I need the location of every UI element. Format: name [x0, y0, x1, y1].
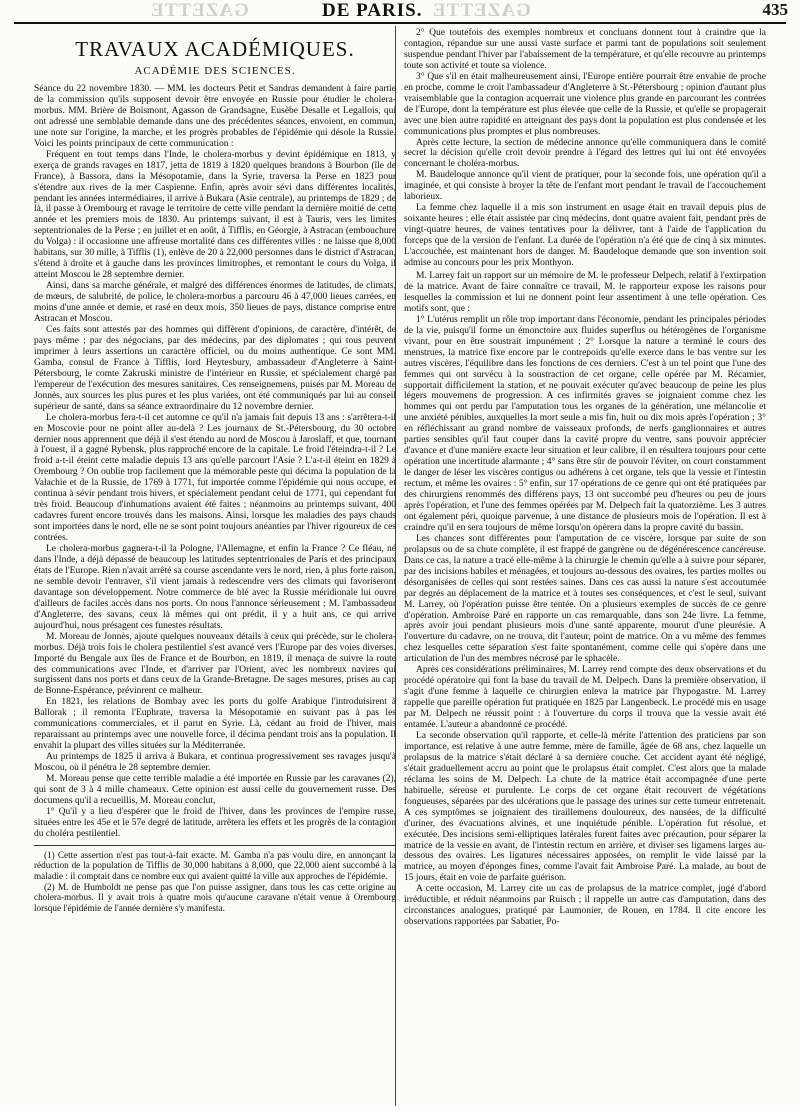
section-subtitle: ACADÉMIE DES SCIENCES. [134, 65, 296, 77]
page-number: 435 [762, 0, 788, 19]
page-header [0, 0, 800, 22]
show-through-text-right: GAZETTE [432, 0, 531, 21]
article-paragraph: 2° Que toutefois des exemples nombreux et concluans donnent tout à craindre que la contagion, répandue sur une aussi vaste surface et parmi tant de populations soit seulement suspendue pendant l'hiver par l'abaissement de la température, et qu'elle recouvre au printemps toute son activité et toute sa violence. [404, 28, 766, 71]
footnote-rule [34, 845, 396, 846]
footnote: (1) Cette assertion n'est pas tout-à-fait exacte. M. Gamba n'a pas voulu dire, en annonçant la réduction de la population de Tifflis de 30,000 habitans à 8,000, que 22,000 aient succombé à la maladie : il comptait dans ce nombre eux qui avaient quitté la ville aux approches de l'épidémie. [34, 849, 396, 881]
article-paragraph: Fréquent en tout temps dans l'Inde, le cholera-morbus y devint épidémique en 1813, y exerça de grands ravages en 1817, jetta de 1819 à 1820 quelques brandons à Bourbon (île de France), à Bassora, dans la Mésopotamie, dans la Syrie, traversa la Perse en 1823 pour s'étendre aux rives de la mer Caspienne. Enfin, après avoir sévi dans différentes localités, pendant les années intermédiaires, il arrive à Bukara (Asie centrale), au printemps de 1829 ; de là, il passe à Orembourg et ravage le territoire de cette ville pendant la dernière moitié de cette année et les premiers mois de 1830. Au printemps suivant, il est à Tauris, vers les limites septentrionales de la Perse ; en juillet et en août, à Tifflis, en Géorgie, à Astracan (embouchure du Volga) : il occasionne une affreuse mortalité dans ces différentes villes : ne laisse que 8,000 habitans, sur 30 mille, à Tifflis (1), enlève de 20 à 22,000 personnes dans le district d'Astracan, s'étend à droite et à gauche dans les provinces limitrophes, et remontant le cours du Volga, il atteint Moscou le 28 septembre dernier. [34, 149, 396, 281]
left-column [34, 28, 396, 1098]
masthead: DE PARIS. [322, 0, 423, 21]
article-paragraph: 3° Que s'il en était malheureusement ainsi, l'Europe entière pourrait être envahie de proche en proche, comme le croit l'ambassadeur d'Angleterre à St.-Pétersbourg ; opinion d'autant plus vraisemblable que la contagion acquerrait une violence plus grande en parcourant les contrées de l'Europe, dont la température est plus élevée que celle de la Russie, et qu'elle se propagerait avec une bien autre rapidité en atteignant des pays dont la population est plus condensée et les communications plus promptes et plus nombreuses. [404, 71, 766, 137]
article-paragraph: M. Baudeloque annonce qu'il vient de pratiquer, pour la seconde fois, une opération qu'il a imaginée, et qui consiste à broyer la tête de l'enfant mort pendant le travail de l'accouchement laborieux. [404, 170, 766, 203]
article-paragraph: La femme chez laquelle il a mis son instrument en usage était en travail depuis plus de soixante heures ; elle était assistée par cinq médecins, dont quatre avaient fait, pendant près de vingt-quatre heures, de vaines tentatives pour la délivrer, tant à l'aide de l'application du forceps que de la version de l'enfant. La durée de l'opération n'a été que de cinq à six minutes. L'accouchée, est maintenant hors de danger. M. Baudeloque demande que son invention soit admise au concours pour les prix Monthyon. [404, 203, 766, 269]
article-paragraph: M. Larrey fait un rapport sur un mémoire de M. le professeur Delpech, relatif à l'extirpation de la matrice. Avant de faire connaître ce travail, M. le rapporteur expose les raisons pour lesquelles la commission et lui ne donnent point leur assentiment à une telle opération. Ces motifs sont, que : [404, 270, 766, 314]
article-paragraph: La seconde observation qu'il rapporte, et celle-là mérite l'attention des praticiens par son importance, est relative à une autre femme, mère de famille, âgée de 68 ans, chez laquelle un prolapsus de la matrice s'était déclaré à sa dernière couche. Cet accident ayant été négligé, s'était graduellement accru au point que le prolapsus était complet. C'est alors que la malade réclama les soins de M. Delpech. La chute de la matrice était accompagnée d'une perte habituelle, séreuse et purulente. Le corps de cet organe était recouvert de végétations fongueuses, séparées par des ulcérations que le passage des urines sur cette tumeur entretenait. A ces symptômes se joignaient des tiraillemens douloureux, des nausées, de la difficulté d'uriner, des évacuations alvines, et une inquiétude pénible. L'opération fut résolue, et exécutée. Des incisions semi-elliptiques latérales furent faites avec précaution, pour séparer la matrice de la vessie en avant, de l'intestin rectum en arrière, et diviser ses ligamens larges au-dessous des ovaires. Les ligatures nécessaires apposées, on remplit le vide laissé par la matrice, au moyen d'éponges fines, comme l'avait fait Ambroise Paré. La malade, au bout de 15 jours, était en voie de parfaite guérison. [404, 731, 766, 884]
article-paragraph: Ainsi, dans sa marche générale, et malgré des différences énormes de latitudes, de climats, de mœurs, de salubrité, de police, le cholera-morbus a parcouru 46 à 47,000 lieues carrées, en moins d'une année et demie, et rasé en deux mois, 350 lieues de pays, distance comprise entre Astracan et Moscou. [34, 281, 396, 325]
article-paragraph: M. Moreau de Jonnès, ajoute quelques nouveaux détails à ceux qui précède, sur le cholera-morbus. Déjà trois fois le cholera pestilentiel s'est avancé vers l'Europe par des voies diverses. Importé du Bengale aux îles de France et de Bourbon, en 1819, il menaça de suivre la route des communications avec l'Inde, et d'arriver par l'Orient, avec les nombreux navires qui surgissent dans nos ports et dans ceux de la Grande-Bretagne. De sages mesures, prises au cap de Bonne-Espérance, prévinrent ce malheur. [34, 631, 396, 697]
header-rule [14, 22, 786, 24]
right-column [404, 28, 766, 1104]
article-paragraph: Après ces considérations préliminaires, M. Larrey rend compte des deux observations et du procédé opératoire qui font la base du travail de M. Delpech. Dans la première observation, il s'agit d'une femme à laquelle ce chirurgien enleva la matrice par l'hypogastre. M. Larrey rappelle que pareille opération fut pratiquée en 1825 par Langenbeck. Le procédé mis en usage par M. Delpech ne réussit point : à l'ouverture du corps il trouva que la vessie avait été entamée. L'auteur a abandonné ce procédé. [404, 665, 766, 731]
article-paragraph: 1° Qu'il y a lieu d'espérer que le froid de l'hiver, dans les provinces de l'empire russe, situées entre les 45e et le 57e degré de latitude, arrêtera les effets et les progrès de la contagion du choléra pestilentiel. [34, 806, 396, 839]
show-through-text-left: GAZETTE [150, 0, 249, 21]
article-paragraph: Le cholera-morbus gagnera-t-il la Pologne, l'Allemagne, et enfin la France ? Ce fléau, né dans l'Inde, a déjà dépassé de beaucoup les latitudes septentrionales de Paris et des principaux états de l'Europe. Rien n'avait arrêté sa course ascendante vers le nord, rien, à plus forte raison, ne semble devoir l'entraver, s'il vient jamais à redescendre vers des climats qui favoriseront davantage son développement. Notre commerce de blé avec la Russie méridionale lui ouvre d'ailleurs de faciles accès dans nos ports. On nous l'annonce sérieusement ; M. l'ambassadeur d'Angleterre, des savans, ceux là mêmes qui ont prédit, il y a huit ans, ce qui arrive aujourd'hui, nous présagent ces funestes résultats. [34, 544, 396, 631]
article-paragraph: 1° L'utérus remplit un rôle trop important dans l'économie, pendant les principales périodes de la vie, puisqu'il forme un émonctoire aux fluides superflus ou hétérogènes de l'organisme vivant, pour en être soustrait impunément ; 2° Lorsque la nature a terminé le cours des menstrues, la matrice fixe encore par le contrepoids qu'elle exerce dans le bas ventre sur les autres viscères, l'équilibre dans les fonctions de ces derniers. C'est à un tel point que l'une des femmes qui ont survécu à la soustraction de cet organe, celle opérée par M. Récamier, supportait difficilement la station, et ne pouvait exécuter qu'avec beaucoup de peine les plus légers mouvemens de progression. A ces infirmités graves se joignaient comme chez les hommes qui ont perdu par l'amputation tous les organes de la génération, une mélancolie et une anxiété pénibles, auxquelles la mort seule a mis fin, huit ou dix mois après l'opération ; 3° en réfléchissant au grand nombre de vaisseaux profonds, de nerfs ganglionnaires et autres parties sensibles qu'il faut couper dans la cavité propre du ventre, sans pouvoir apprécier d'avance et d'une manière exacte leur situation et leur calibre, il en résultera toujours pour cette opération une incertitude alarmante ; 4° sans être sûr de pouvoir l'éviter, on court constamment le danger de léser les viscères contigus ou adhérens à cet organe, tels que la vessie et l'intestin rectum, et même les ovaires : 5° enfin, sur 17 opérations de ce genre qui ont été pratiquées par des chirurgiens renommés des différens pays, 13 ont succombé peu d'heures ou peu de jours après l'opération, et l'une des femmes opérées par M. Delpech fait la quatorzième. Les 3 autres ont également péri, quoique parvenue, à une distance de plusieurs mois de l'opération. Il est à craindre qu'il en sera toujours de même lorsqu'on opèrera dans la propre cavité du bassin. [404, 314, 766, 533]
article-paragraph: Les chances sont différentes pour l'amputation de ce viscère, lorsque par suite de son prolapsus ou de sa chute complète, il est frappé de gangrène ou de dégénérescence cancéreuse. Dans ce cas, la nature a tracé elle-même à la chirurgie le chemin qu'elle a à suivre pour séparer, par des incisions habiles et ménagées, et toujours au-dessous des ovaires, les parties molles ou désorganisées de celles qui sont restées saines. Dans ces cas aussi la nature s'est accoutumée par degrés au déplacement de la matrice et à toutes ses conséquences, et c'est le seul, suivant M. Larrey, où l'opération puisse être tentée. On a plusieurs exemples de succès de ce genre d'opération. Ambroise Paré en rapporte un cas remarquable, dans son 24e livre. La femme, après avoir joui pendant plusieurs mois d'une santé apparente, mourut d'une pleurésie. A l'ouverture du cadavre, on ne trouva, dit l'auteur, point de matrice. On a vu même des femmes chez lesquelles cette séparation s'est faite spontanément, comme celle qui s'opère dans une articulation de l'un des membres nécrosé par le sphacèle. [404, 533, 766, 665]
article-paragraph: Le cholera-morbus fera-t-il cet automne ce qu'il n'a jamais fait depuis 13 ans : s'arrêtera-t-il en Moscovie pour ne point aller au-delà ? Les journaux de St.-Pétersbourg, du 30 octobre dernier nous apprennent que déjà il s'est étendu au nord de Moscou à Jaroslaff, et que, tournant à l'ouest, il a gagné Rybensk, plus rapproché encore de la capitale. Le froid l'éteindra-t-il ? Le froid a-t-il éteint cette maladie depuis 13 ans qu'elle parcourt l'Asie ? L'a-t-il éteint en 1829 à Orembourg ? On oublie trop facilement que la mémorable peste qui décima la population de la Valachie et de la Russie, de 1769 à 1771, fut importée comme l'épidémie qui nous occupe, et continua à sévir pendant trois hivers, et spécialement pendant celui de 1771, qui cependant fut très froid. Beaucoup d'inhumations avaient été faites ; néanmoins au printemps suivant, 400 cadavres furent encore trouvés dans les maisons. Ainsi, lorsque les maladies des pays chauds sont importées dans le nord, elle ne se sont point toujours anéanties par l'hiver rigoureux de ces contrées. [34, 412, 396, 544]
footnote: (2) M. de Humboldt ne pense pas que l'on puisse assigner, dans tous les cas cette origine au cholera-morbus. Il y avait trois à quatre mois qu'aucune caravane n'était venue à Orembourg lorsque l'épidémie de l'année dernière s'y manifesta. [34, 881, 396, 913]
article-paragraph: Ces faits sont attestés par des hommes qui diffèrent d'opinions, de caractère, d'intérêt, de pays même ; par des négocians, par des médecins, par des diplomates ; qui tous peuvent imprimer à leurs assertions un caractère officiel, ou du moins authentique. Ce sont MM. Gamba, consul de France à Tifflis, lord Heytesbury, ambassadeur d'Angleterre à Saint-Pétersbourg, le comte Zakruski ministre de l'intérieur en Russie, et spécialement chargé par l'empereur de l'exécution des mesures sanitaires. Ces renseignemens, puisés par M. Moreau de Jonnès, aux sources les plus pures et les plus variées, ont été communiqués par lui au conseil supérieur de santé, dans sa séance extraordinaire du 12 novembre dernier. [34, 324, 396, 412]
article-paragraph: Après cette lecture, la section de médecine annonce qu'elle communiquera dans le comité secret la décision qu'elle croit devoir prendre à l'égard des lettres qui lui ont été envoyées concernant le choléra-morbus. [404, 137, 766, 170]
section-title: TRAVAUX ACADÉMIQUES. [75, 37, 355, 61]
article-paragraph: En 1821, les relations de Bombay avec les ports du golfe Arabique l'introduisirent à Ballorak ; il remonta l'Euphrate, traversa la Mésopotamie en suivant pas à pas les communications commerciales, et il parut en Syrie. Là, cédant au froid de l'hiver, mais reparaissant au printemps avec une nouvelle force, il décima pendant trois ans la population. Il envahit la plupart des villes situées sur la Méditerranée. [34, 697, 396, 752]
article-paragraph: Au printemps de 1825 il arriva à Bukara, et continua progressivement ses ravages jusqu'à Moscou, où il pénétra le 28 septembre dernier. [34, 752, 396, 774]
article-paragraph: M. Moreau pense que cette terrible maladie a été importée en Russie par les caravanes (2), qui sont de 3 à 4 mille chameaux. Cette opinion est aussi celle du gouvernement russe. Des documens qu'il a recueillis, M. Moreau conclut, [34, 774, 396, 806]
article-paragraph: A cette occasion, M. Larrey cite un cas de prolapsus de la matrice complet, jugé d'abord irréductible, et réduit néanmoins par Ruisch ; il rappelle un autre cas d'amputation, dans des circonstances analogues, pratiqué par Laumonier, de Rouen, en 1784. Il cite encore les observations rapportées par Sabatier, Po- [404, 884, 766, 928]
article-paragraph: Séance du 22 novembre 1830. — MM. les docteurs Petit et Sandras demandent à faire partie de la commission qu'ils supposent devoir être envoyée en Russie pour étudier le cholera-morbus. MM. Brière de Boismont, Agasson de Grandsagne, Eusèbe Desalle et Legallois, qui ont adressé une semblable demande dans une des précédentes séances, envoient, en commun, une note sur l'origine, la marche, et les progrès probables de l'épidémie qui désole la Russie. Voici les points principaux de cette communication : [34, 84, 396, 149]
